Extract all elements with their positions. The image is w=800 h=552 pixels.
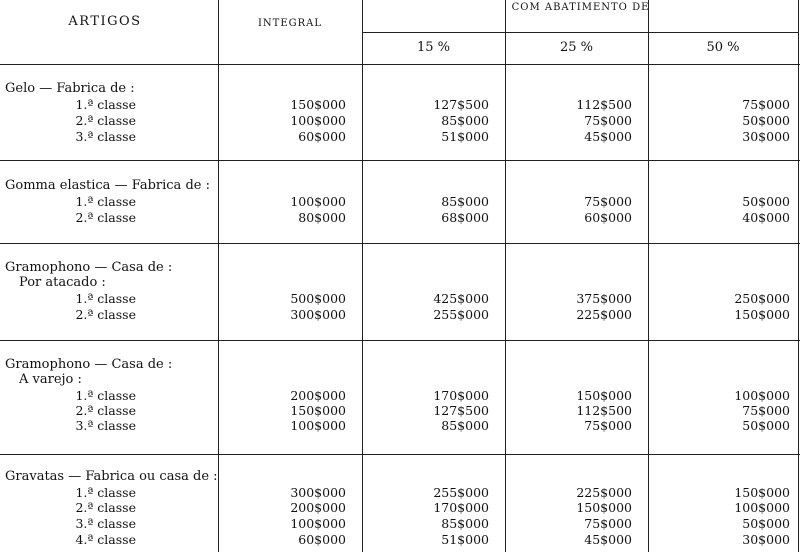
section-rule [0, 340, 800, 341]
integral-value: 60$000 [298, 532, 346, 547]
table-row [0, 388, 800, 404]
classe-label: 2.ª classe [75, 113, 136, 128]
abatimento-15-value: 127$500 [433, 97, 489, 112]
integral-value: 500$000 [290, 291, 346, 306]
integral-value: 200$000 [290, 500, 346, 515]
table-row [0, 532, 800, 548]
classe-label: 2.ª classe [75, 403, 136, 418]
abatimento-50-value: 250$000 [734, 291, 790, 306]
classe-label: 3.ª classe [75, 516, 136, 531]
integral-value: 300$000 [290, 307, 346, 322]
integral-value: 80$000 [298, 210, 346, 225]
table-row [0, 291, 800, 307]
classe-label: 2.ª classe [75, 500, 136, 515]
abatimento-25-value: 60$000 [584, 210, 632, 225]
abatimento-25-value: 150$000 [576, 388, 632, 403]
abatimento-15-value: 68$000 [441, 210, 489, 225]
classe-label: 1.ª classe [75, 388, 136, 403]
classe-label: 3.ª classe [75, 129, 136, 144]
abatimento-15-value: 85$000 [441, 418, 489, 433]
integral-value: 100$000 [290, 516, 346, 531]
abatimento-50-value: 40$000 [742, 210, 790, 225]
integral-value: 200$000 [290, 388, 346, 403]
section-title: Gramophono — Casa de : [5, 260, 173, 275]
column-rule [648, 0, 649, 552]
header-artigos: ARTIGOS [68, 14, 142, 29]
integral-value: 100$000 [290, 194, 346, 209]
integral-value: 100$000 [290, 113, 346, 128]
table-row [0, 129, 800, 145]
section-subtitle: Por atacado : [19, 275, 106, 290]
table-row [0, 403, 800, 419]
integral-value: 150$000 [290, 97, 346, 112]
abatimento-50-value: 100$000 [734, 388, 790, 403]
column-rule [798, 0, 799, 552]
abatimento-50-value: 150$000 [734, 485, 790, 500]
abatimento-15-value: 255$000 [433, 307, 489, 322]
integral-value: 300$000 [290, 485, 346, 500]
abatimento-50-value: 75$000 [742, 403, 790, 418]
abatimento-25-value: 112$500 [576, 403, 632, 418]
classe-label: 2.ª classe [75, 307, 136, 322]
table-row [0, 307, 800, 323]
classe-label: 1.ª classe [75, 485, 136, 500]
table-row [0, 194, 800, 210]
classe-label: 3.ª classe [75, 418, 136, 433]
abatimento-15-value: 85$000 [441, 516, 489, 531]
abatimento-50-value: 30$000 [742, 129, 790, 144]
abatimento-50-value: 150$000 [734, 307, 790, 322]
table-row [0, 418, 800, 434]
abatimento-25-value: 225$000 [576, 485, 632, 500]
column-rule [362, 0, 363, 552]
abatimento-50-value: 50$000 [742, 418, 790, 433]
section-subtitle: A varejo : [19, 372, 82, 387]
abatimento-15-value: 51$000 [441, 532, 489, 547]
abatimento-25-value: 75$000 [584, 418, 632, 433]
classe-label: 2.ª classe [75, 210, 136, 225]
abatimento-25-value: 75$000 [584, 113, 632, 128]
integral-value: 60$000 [298, 129, 346, 144]
abatimento-50-value: 30$000 [742, 532, 790, 547]
section-title: Gelo — Fabrica de : [5, 81, 135, 96]
classe-label: 1.ª classe [75, 291, 136, 306]
column-rule [218, 0, 219, 552]
abatimento-15-value: 127$500 [433, 403, 489, 418]
header-integral: INTEGRAL [257, 18, 323, 29]
abatimento-25-value: 150$000 [576, 500, 632, 515]
integral-value: 150$000 [290, 403, 346, 418]
column-rule [505, 0, 506, 552]
abatimento-25-value: 45$000 [584, 129, 632, 144]
abatimento-25-value: 45$000 [584, 532, 632, 547]
abatimento-15-value: 51$000 [441, 129, 489, 144]
table-row [0, 500, 800, 516]
table-row [0, 485, 800, 501]
classe-label: 4.ª classe [75, 532, 136, 547]
header-25-pct: 25 % [559, 40, 594, 55]
header-bottom-rule [0, 64, 800, 65]
header-subrule [362, 32, 799, 33]
abatimento-25-value: 225$000 [576, 307, 632, 322]
section-title: Gravatas — Fabrica ou casa de : [5, 469, 218, 484]
abatimento-50-value: 75$000 [742, 97, 790, 112]
section-rule [0, 454, 800, 455]
abatimento-15-value: 170$000 [433, 500, 489, 515]
abatimento-50-value: 100$000 [734, 500, 790, 515]
abatimento-25-value: 75$000 [584, 194, 632, 209]
classe-label: 1.ª classe [75, 194, 136, 209]
abatimento-15-value: 170$000 [433, 388, 489, 403]
abatimento-25-value: 375$000 [576, 291, 632, 306]
section-title: Gomma elastica — Fabrica de : [5, 178, 210, 193]
classe-label: 1.ª classe [75, 97, 136, 112]
abatimento-50-value: 50$000 [742, 516, 790, 531]
abatimento-15-value: 85$000 [441, 194, 489, 209]
header-50-pct: 50 % [706, 40, 740, 55]
abatimento-15-value: 425$000 [433, 291, 489, 306]
table-row [0, 210, 800, 226]
section-rule [0, 160, 800, 161]
abatimento-25-value: 112$500 [576, 97, 632, 112]
abatimento-15-value: 85$000 [441, 113, 489, 128]
header-15-pct: 15 % [416, 40, 451, 55]
section-title: Gramophono — Casa de : [5, 357, 173, 372]
table-row [0, 113, 800, 129]
section-rule [0, 243, 800, 244]
abatimento-50-value: 50$000 [742, 113, 790, 128]
abatimento-15-value: 255$000 [433, 485, 489, 500]
abatimento-50-value: 50$000 [742, 194, 790, 209]
table-row [0, 516, 800, 532]
abatimento-25-value: 75$000 [584, 516, 632, 531]
table-row [0, 97, 800, 113]
integral-value: 100$000 [290, 418, 346, 433]
header-com-abatimento: COM ABATIMENTO DE [511, 2, 650, 13]
